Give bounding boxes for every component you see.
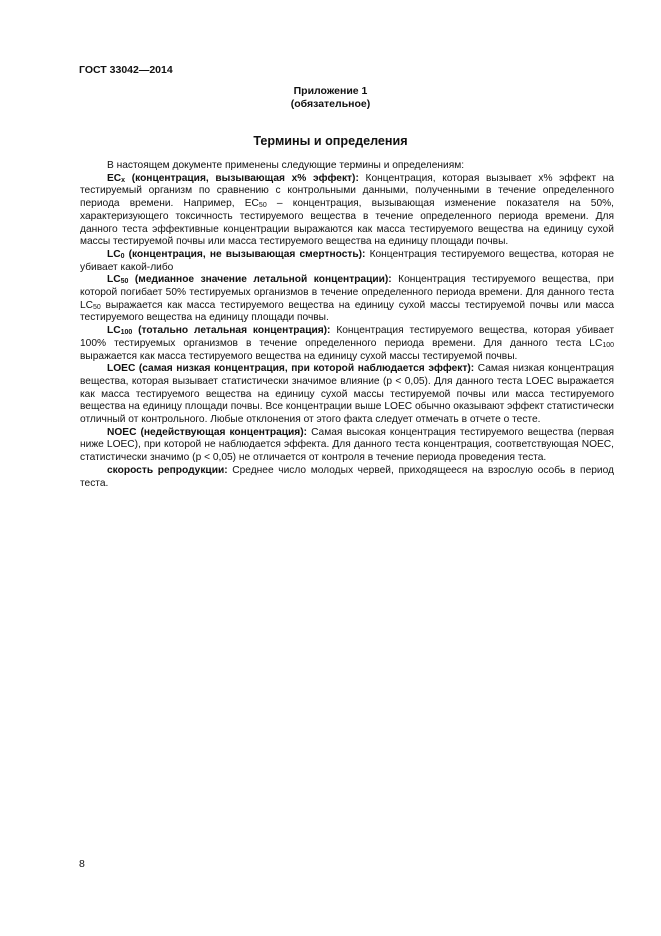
term-loec-label: LOEC (самая низкая концентрация, при которой наблюдается эффект): xyxy=(107,363,475,375)
term-noec-label: NOEC (недействующая концентрация): xyxy=(107,426,308,438)
term-ecx-label xyxy=(107,173,359,184)
term-lc100-def-sub: 100 xyxy=(602,341,614,349)
term-lc50-base: LC xyxy=(107,274,121,286)
term-ecx-paragraph xyxy=(80,173,614,249)
term-ecx-def-sub: 50 xyxy=(258,202,267,210)
document-code: ГОСТ 33042—2014 xyxy=(79,64,173,76)
term-lc0-base: LC xyxy=(107,248,121,260)
intro-paragraph: В настоящем документе применены следующие термины и определениям: xyxy=(107,160,465,171)
term-lc100-definition: Концентрация тестируемого вещества, которая убивает 100% тестируемых организмов в течение определенного периода времени. Для данного теста LC xyxy=(80,325,614,349)
annex-status: (обязательное) xyxy=(290,98,371,110)
term-lc50-label xyxy=(107,274,392,285)
annex-title: Приложение 1 xyxy=(293,85,368,97)
term-noec-definition: Самая высокая концентрация тестируемого вещества (первая ниже LOEC), при которой не наблюдается эффекта. Для данного теста концентрация, соответствующая NOEC, статистически значимо (p < 0,05) не отличается от контроля в течение периода проведения теста. xyxy=(80,426,614,464)
term-lc100-base: LC xyxy=(107,325,121,337)
term-reproduction-definition: Среднее число молодых червей, приходящееся на взрослую особь в период теста. xyxy=(80,464,614,489)
term-loec-paragraph xyxy=(80,363,614,427)
term-ecx-base: EC xyxy=(107,172,122,184)
terms-body xyxy=(80,160,614,490)
term-lc50-name: (медианное значение летальной концентрации): xyxy=(128,274,392,286)
term-lc100-name: (тотально летальная концентрация): xyxy=(132,325,331,337)
section-title: Термины и определения xyxy=(253,134,408,148)
page-number: 8 xyxy=(79,858,85,870)
term-ecx-name: (концентрация, вызывающая x% эффект): xyxy=(125,172,359,184)
term-lc100-definition-cont: выражается как масса тестируемого вещества на единицу сухой массы тестируемой почвы. xyxy=(80,350,518,362)
term-lc100-sub: 100 xyxy=(120,329,133,337)
term-noec-paragraph xyxy=(80,427,614,465)
term-lc0-label xyxy=(107,249,365,260)
term-lc50-definition-cont: выражается как масса тестируемого вещества на единицу сухой массы тестируемой почвы или масса тестируемого вещества на единицу площади почвы. xyxy=(80,299,614,324)
term-ecx-definition-cont: – концентрация, вызывающая изменение показателя на 50%, характеризующего токсичность тестируемого вещества в течение определенного периода времени. Для данного теста эффективные концентрации выражаются как масса тестируемого вещества на единицу сухой массы тестируемой почвы или масса тестируемого вещества на единицу площади почвы. xyxy=(80,198,614,248)
term-lc50-definition: Концентрация тестируемого вещества, при которой погибает 50% тестируемых организмов в течение определенного периода времени. Для данного теста LC xyxy=(80,274,614,311)
term-lc100-label xyxy=(107,325,330,336)
term-reproduction-label: скорость репродукции: xyxy=(107,464,228,476)
term-lc50-paragraph xyxy=(80,274,614,325)
term-loec-definition: Самая низкая концентрация вещества, которая вызывает статистически значимое влияние (p < 0,05). Для данного теста LOEC выражается как масса тестируемого вещества на единицу сухой массы тестируемой почвы или масса тестируемого вещества на единицу площади почвы. Все концентрации выше LOEC обычно оказывают эффект статистически отличный от контрольного. Любые отклонения от этого факта следует отмечать в отчете о тесте. xyxy=(80,363,614,426)
term-ecx-sub: x xyxy=(121,176,126,184)
term-lc0-name: (концентрация, не вызывающая смертность): xyxy=(124,248,366,260)
term-reproduction-paragraph xyxy=(80,465,614,490)
term-lc50-sub: 50 xyxy=(120,278,129,286)
term-lc0-sub: 0 xyxy=(120,252,125,260)
term-lc0-paragraph xyxy=(80,249,614,274)
term-ecx-definition: Концентрация, которая вызывает x% эффект на тестируемый организм по сравнению с контрольными данными, полученными в течение определенного периода времени. Например, EC xyxy=(80,172,614,210)
term-lc0-definition: Концентрация тестируемого вещества, которая не убивает какой-либо xyxy=(80,248,614,273)
term-lc100-paragraph xyxy=(80,325,614,363)
term-lc50-def-sub: 50 xyxy=(93,303,101,311)
